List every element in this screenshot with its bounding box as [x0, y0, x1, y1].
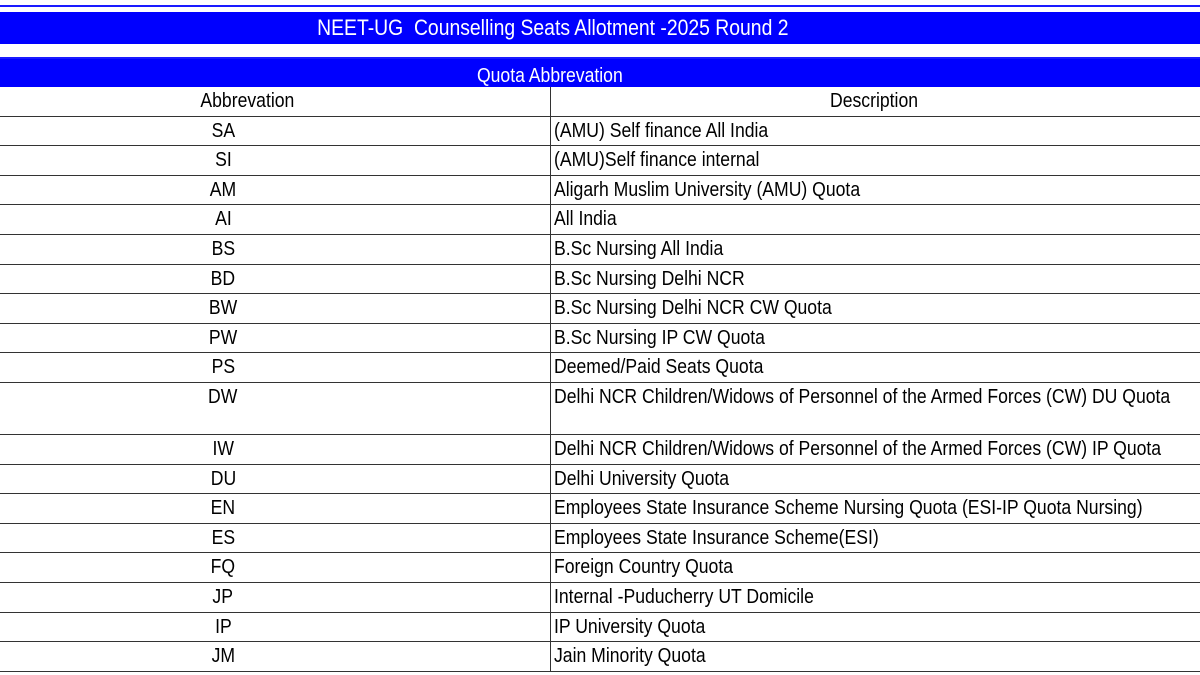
abbreviation-text: AI	[214, 208, 232, 231]
table-row	[0, 583, 1200, 613]
abbreviation-cell	[0, 353, 550, 382]
description-cell	[550, 435, 1200, 464]
abbreviation-cell	[0, 613, 550, 642]
column-header-description	[550, 87, 1200, 116]
section-title: Quota Abbrevation	[477, 65, 623, 87]
description-cell	[550, 235, 1200, 264]
table-row	[0, 146, 1200, 176]
abbreviation-text: PS	[211, 356, 235, 379]
description-cell	[550, 265, 1200, 294]
abbreviation-text: SA	[211, 119, 235, 142]
description-text: Employees State Insurance Scheme Nursing Quota (ESI-IP Quota Nursing)	[554, 497, 1143, 520]
abbreviation-text: JM	[211, 645, 235, 668]
table-row	[0, 553, 1200, 583]
description-text: B.Sc Nursing IP CW Quota	[554, 326, 765, 349]
table-row	[0, 642, 1200, 672]
abbreviation-text: AM	[209, 178, 237, 201]
table-row	[0, 205, 1200, 235]
description-cell	[550, 465, 1200, 494]
description-text: (AMU) Self finance All India	[554, 119, 769, 142]
description-cell	[550, 353, 1200, 382]
description-text: Employees State Insurance Scheme(ESI)	[554, 526, 879, 549]
abbreviation-text: PW	[208, 326, 238, 349]
table-row	[0, 613, 1200, 643]
abbreviation-text: DU	[210, 467, 236, 490]
table-row	[0, 176, 1200, 206]
description-cell	[550, 553, 1200, 582]
description-cell	[550, 294, 1200, 323]
abbreviation-text: IP	[214, 615, 232, 638]
description-cell	[550, 613, 1200, 642]
description-text: B.Sc Nursing All India	[554, 237, 724, 260]
column-header-description-label: Description	[830, 90, 919, 112]
abbreviation-cell	[0, 205, 550, 234]
description-cell	[550, 494, 1200, 523]
description-cell	[550, 205, 1200, 234]
table-row	[0, 465, 1200, 495]
abbreviation-cell	[0, 383, 550, 434]
quota-table	[0, 87, 1200, 672]
table-row	[0, 235, 1200, 265]
column-header-abbreviation	[0, 87, 550, 116]
abbreviation-text: BW	[208, 297, 238, 320]
table-row	[0, 383, 1200, 435]
abbreviation-text: EN	[210, 497, 236, 520]
abbreviation-cell	[0, 583, 550, 612]
description-text: Delhi University Quota	[554, 467, 730, 490]
table-header-row	[0, 87, 1200, 117]
column-header-abbreviation-label: Abbrevation	[200, 90, 294, 112]
description-cell	[550, 324, 1200, 353]
description-text: Jain Minority Quota	[554, 645, 706, 668]
description-text: (AMU)Self finance internal	[554, 149, 760, 172]
description-text: All India	[554, 208, 617, 231]
abbreviation-cell	[0, 524, 550, 553]
abbreviation-cell	[0, 117, 550, 146]
table-row	[0, 494, 1200, 524]
description-text: Internal -Puducherry UT Domicile	[554, 585, 814, 608]
abbreviation-cell	[0, 642, 550, 671]
abbreviation-cell	[0, 435, 550, 464]
description-text: B.Sc Nursing Delhi NCR	[554, 267, 745, 290]
description-cell	[550, 176, 1200, 205]
table-row	[0, 117, 1200, 147]
abbreviation-cell	[0, 265, 550, 294]
description-cell	[550, 117, 1200, 146]
table-row	[0, 265, 1200, 295]
abbreviation-cell	[0, 553, 550, 582]
abbreviation-cell	[0, 235, 550, 264]
abbreviation-text: SI	[214, 149, 232, 172]
description-cell	[550, 383, 1200, 434]
abbreviation-cell	[0, 294, 550, 323]
abbreviation-text: FQ	[210, 556, 236, 579]
description-text: Deemed/Paid Seats Quota	[554, 356, 764, 379]
abbreviation-cell	[0, 146, 550, 175]
abbreviation-text: ES	[211, 526, 235, 549]
abbreviation-text: DW	[208, 385, 238, 408]
section-header	[0, 57, 1200, 87]
abbreviation-cell	[0, 176, 550, 205]
description-text: Delhi NCR Children/Widows of Personnel of the Armed Forces (CW) IP Quota	[554, 437, 1162, 460]
description-cell	[550, 146, 1200, 175]
table-row	[0, 294, 1200, 324]
description-text: Delhi NCR Children/Widows of Personnel of the Armed Forces (CW) DU Quota	[554, 385, 1171, 408]
table-row	[0, 353, 1200, 383]
table-row	[0, 524, 1200, 554]
abbreviation-text: IW	[212, 437, 234, 460]
description-text: IP University Quota	[554, 615, 706, 638]
abbreviation-text: BD	[210, 267, 236, 290]
abbreviation-cell	[0, 465, 550, 494]
abbreviation-text: BS	[211, 237, 235, 260]
description-text: Foreign Country Quota	[554, 556, 734, 579]
description-cell	[550, 524, 1200, 553]
abbreviation-cell	[0, 324, 550, 353]
abbreviation-text: JP	[212, 585, 234, 608]
title-bar	[0, 12, 1200, 44]
description-text: Aligarh Muslim University (AMU) Quota	[554, 178, 861, 201]
description-text: B.Sc Nursing Delhi NCR CW Quota	[554, 297, 832, 320]
description-cell	[550, 583, 1200, 612]
table-row	[0, 324, 1200, 354]
top-rule	[0, 5, 1200, 7]
description-cell	[550, 642, 1200, 671]
abbreviation-cell	[0, 494, 550, 523]
table-row	[0, 435, 1200, 465]
page-title: NEET-UG Counselling Seats Allotment -2025 Round 2	[317, 15, 789, 40]
